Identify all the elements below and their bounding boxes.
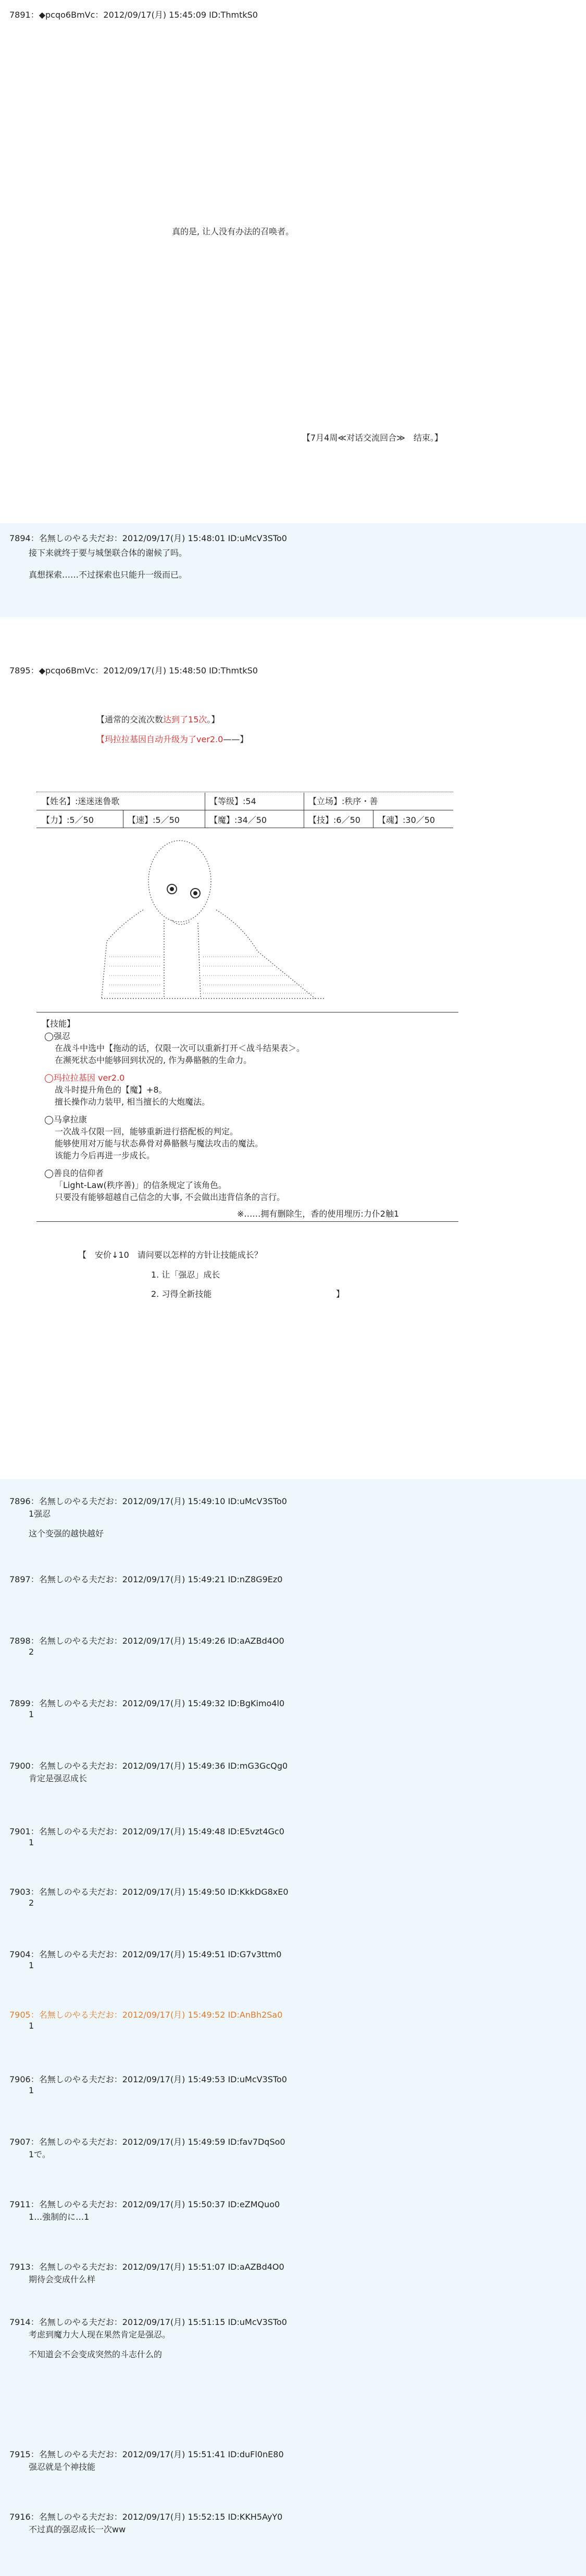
skill-desc: 在战斗中选中【拖动的话，仅限一次可以重新打开＜战斗结果表＞。 bbox=[55, 1043, 305, 1053]
stat-mag: 【魔】:34／50 bbox=[209, 815, 267, 825]
post-body-line: 2 bbox=[29, 1647, 34, 1657]
post-body-line: 这个变强的越快越好 bbox=[29, 1529, 104, 1539]
character-ascii-art bbox=[86, 832, 357, 1004]
stat-agi: 【速】:5／50 bbox=[128, 815, 180, 825]
skill-desc: 擅长操作动力装甲, 相当擅长的大炮魔法。 bbox=[55, 1097, 210, 1107]
post-body-line: 【7月4周≪对话交流回合≫ 结束。】 bbox=[302, 433, 443, 443]
post-body-line: 考虑到魔力大人现在果然肯定是强忍。 bbox=[29, 2330, 171, 2340]
stat-res: 【魂】:30／50 bbox=[378, 815, 435, 825]
post-body-line: 不知道会不会变成突然的斗志什么的 bbox=[29, 2349, 163, 2359]
skill-name: ◯强忍 bbox=[44, 1031, 70, 1041]
post-body-line: 肯定是强忍成长 bbox=[29, 1773, 88, 1783]
skill-desc: 在濒死状态中能够回到状况的, 作为鼻骼骸的生命力。 bbox=[55, 1055, 252, 1065]
stat-level: 【等级】:54 bbox=[209, 796, 256, 806]
replies-section bbox=[0, 1479, 586, 2576]
notice-text: 。】 bbox=[207, 715, 220, 724]
notice-line bbox=[96, 713, 219, 725]
skills-title: 【技能】 bbox=[42, 1019, 76, 1029]
post-header: 7915：名無しのやる夫だお：2012/09/17(月) 15:51:41 ID:duFl0nE80 bbox=[9, 2449, 284, 2459]
skill-desc: 「Light-Law(秩序善)」的信条规定了该角色。 bbox=[55, 1180, 227, 1190]
stat-str: 【力】:5／50 bbox=[42, 815, 94, 825]
post-header: 7895：◆pcqo6BmVc：2012/09/17(月) 15:48:50 ID:ThmtkS0 bbox=[9, 666, 258, 676]
post-header: 7897：名無しのやる夫だお：2012/09/17(月) 15:49:21 ID:nZ8G9Ez0 bbox=[9, 1574, 283, 1584]
post-header: 7905：名無しのやる夫だお：2012/09/17(月) 15:49:52 ID:AnBh2Sa0 bbox=[9, 2010, 283, 2020]
post-body-line: 1…強制的に…1 bbox=[29, 2212, 90, 2222]
post-body-line: 2 bbox=[29, 1898, 34, 1908]
post-header: 7898：名無しのやる夫だお：2012/09/17(月) 15:49:26 ID:aAZBd4O0 bbox=[9, 1636, 284, 1646]
skill-desc: 一次战斗仅限一回，能够重新进行搭配板的判定。 bbox=[55, 1127, 239, 1136]
post-header: 7901：名無しのやる夫だお：2012/09/17(月) 15:49:48 ID:E5vzt4Gc0 bbox=[9, 1827, 284, 1836]
post-header: 7916：名無しのやる夫だお：2012/09/17(月) 15:52:15 ID:KKH5AyY0 bbox=[9, 2512, 283, 2522]
skill-note: ※……拥有删除生，香的使用埋历:力仆2触1 bbox=[237, 1209, 400, 1219]
post-body-line: 1 bbox=[29, 2085, 34, 2095]
post-body-line: 1 bbox=[29, 1709, 34, 1719]
vote-close-bracket: 】 bbox=[336, 1289, 345, 1299]
notice-highlight: 【玛拉拉基因自动升级为了ver2.0 bbox=[96, 734, 223, 744]
vote-option-1: 1. 让「强忍」成长 bbox=[151, 1270, 220, 1280]
post-body-line: 真想探索……不过探索也只能升一级而已。 bbox=[29, 570, 188, 580]
post-header: 7913：名無しのやる夫だお：2012/09/17(月) 15:51:07 ID:aAZBd4O0 bbox=[9, 2262, 284, 2272]
skills-bottom-border bbox=[36, 1221, 458, 1222]
vote-option-2: 2. 习得全新技能 bbox=[151, 1289, 212, 1299]
skill-name: ◯玛拉拉基因 ver2.0 bbox=[44, 1073, 125, 1083]
post-header: 7911：名無しのやる夫だお：2012/09/17(月) 15:50:37 ID:eZMQuo0 bbox=[9, 2199, 280, 2209]
notice-text: ——】 bbox=[223, 734, 248, 744]
post-body-line: 强忍就是个神技能 bbox=[29, 2462, 96, 2472]
post-7895 bbox=[0, 617, 586, 1479]
notice-line bbox=[96, 733, 248, 745]
post-body-line: 1 bbox=[29, 1837, 34, 1847]
post-7891 bbox=[0, 0, 586, 523]
vote-question: 【 安价↓10 请问要以怎样的方针让技能成长？ bbox=[78, 1250, 263, 1260]
notice-text: 【通常的交流次数 bbox=[96, 715, 164, 724]
post-body-line: 1强忍 bbox=[29, 1509, 51, 1519]
stat-alignment: 【立场】:秩序・善 bbox=[308, 796, 378, 806]
post-body-line: 1で。 bbox=[29, 2149, 51, 2159]
post-body-line: 期待会变成什么样 bbox=[29, 2274, 96, 2284]
skill-name: ◯马拿拉康 bbox=[44, 1115, 87, 1124]
post-header: 7894：名無しのやる夫だお：2012/09/17(月) 15:48:01 ID:uMcV3STo0 bbox=[9, 533, 287, 543]
post-body-line: 不过真的强忍成长一次ww bbox=[29, 2524, 126, 2534]
post-body-line: 1 bbox=[29, 2021, 34, 2031]
skill-desc: 战斗时提升角色的【魔】+8。 bbox=[55, 1085, 167, 1095]
post-header: 7907：名無しのやる夫だお：2012/09/17(月) 15:49:59 ID:fav7DqSo0 bbox=[9, 2137, 285, 2147]
post-7894 bbox=[0, 523, 586, 617]
post-body-line: 1 bbox=[29, 1960, 34, 1970]
skill-desc: 该能力今后再进一步成长。 bbox=[55, 1151, 155, 1160]
stat-name: 【姓名】:迷迷迷鲁歌 bbox=[42, 796, 120, 806]
skill-desc: 能够使用对万能与状态鼻骨对鼻骼骸与魔法攻击的魔法。 bbox=[55, 1139, 264, 1148]
post-header: 7899：名無しのやる夫だお：2012/09/17(月) 15:49:32 ID:BgKimo4l0 bbox=[9, 1698, 285, 1708]
post-header: 7903：名無しのやる夫だお：2012/09/17(月) 15:49:50 ID:KkkDG8xE0 bbox=[9, 1887, 289, 1897]
skill-name: ◯善良的信仰者 bbox=[44, 1168, 104, 1178]
skill-desc: 只要没有能够超越自己信念的大事, 不会做出违背信条的言行。 bbox=[55, 1192, 285, 1202]
post-body-line: 接下来就终于要与城堡联合体的谢候了吗。 bbox=[29, 548, 188, 558]
post-body-line: 真的是, 让人没有办法的召唤者。 bbox=[172, 227, 294, 236]
stat-luk: 【技】:6／50 bbox=[308, 815, 360, 825]
notice-highlight: 达到了15次 bbox=[163, 715, 207, 724]
post-header: 7900：名無しのやる夫だお：2012/09/17(月) 15:49:36 ID:mG3GcQg0 bbox=[9, 1761, 288, 1771]
post-header: 7914：名無しのやる夫だお：2012/09/17(月) 15:51:15 ID:uMcV3STo0 bbox=[9, 2317, 287, 2327]
post-header: 7906：名無しのやる夫だお：2012/09/17(月) 15:49:53 ID:uMcV3STo0 bbox=[9, 2074, 287, 2084]
post-header: 7904：名無しのやる夫だお：2012/09/17(月) 15:49:51 ID:G7v3ttm0 bbox=[9, 1949, 282, 1959]
post-header: 7896：名無しのやる夫だお：2012/09/17(月) 15:49:10 ID:uMcV3STo0 bbox=[9, 1496, 287, 1506]
post-header: 7891：◆pcqo6BmVc：2012/09/17(月) 15:45:09 ID:ThmtkS0 bbox=[9, 10, 258, 20]
